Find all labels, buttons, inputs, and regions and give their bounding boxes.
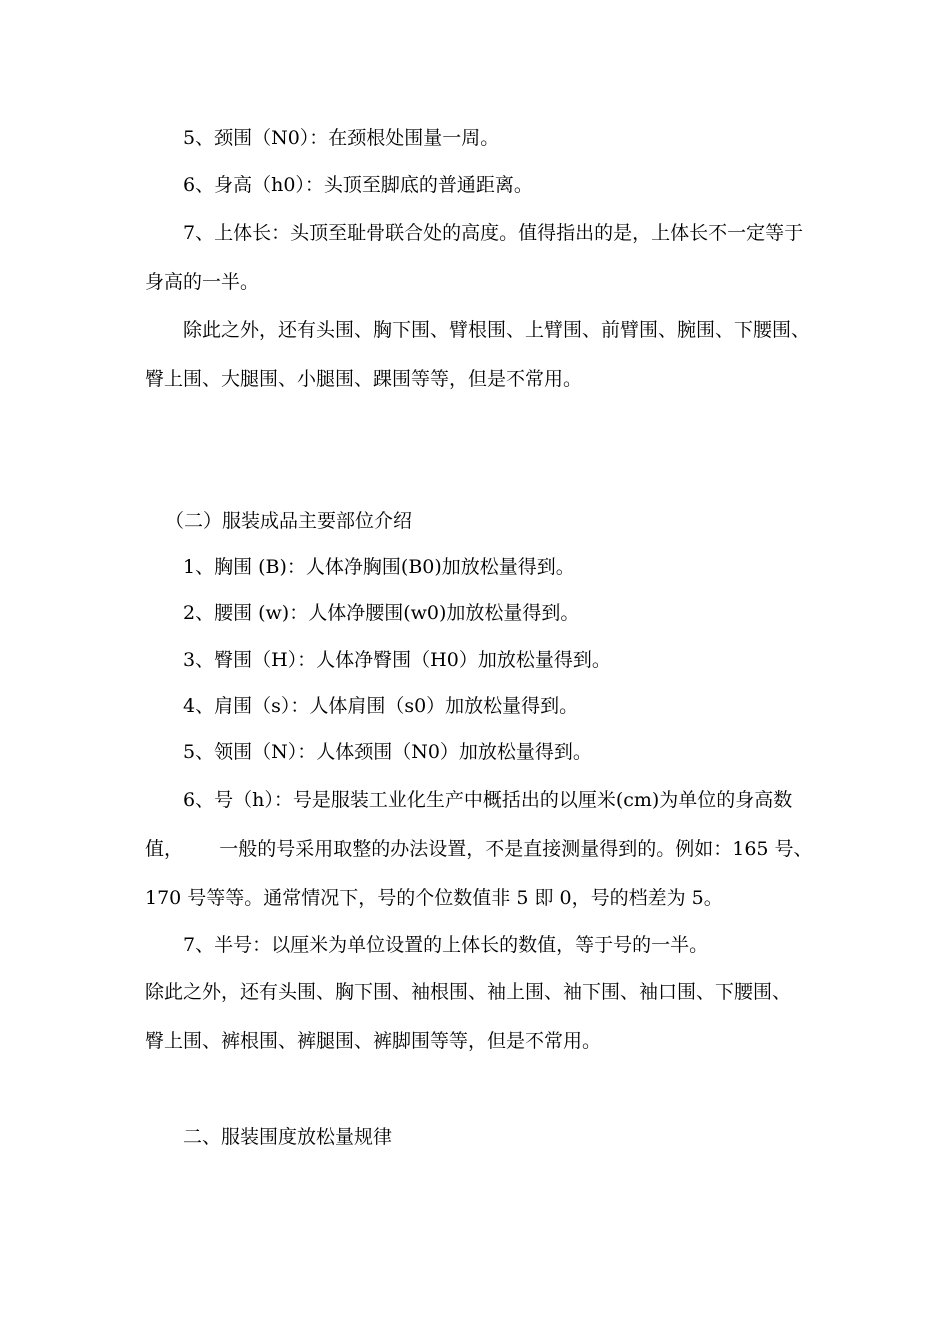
- garment-extra-parts-cont: 臀上围、裤根围、裤腿围、裤脚围等等，但是不常用。: [145, 1030, 602, 1052]
- size-number-item-cont2: 170 号等等。通常情况下，号的个位数值非 5 即 0，号的档差为 5。: [145, 887, 723, 909]
- body-extra-measurements-cont: 臀上围、大腿围、小腿围、踝围等等，但是不常用。: [145, 368, 583, 390]
- upper-body-length-item-cont: 身高的一半。: [145, 271, 260, 293]
- size-number-item-cont: 值， 一般的号采用取整的办法设置，不是直接测量得到的。例如：165 号、: [145, 838, 813, 860]
- neck-girth-item: 5、颈围（N0）：在颈根处围量一周。: [183, 127, 500, 149]
- size-number-item: 6、号（h）：号是服装工业化生产中概括出的以厘米(cm)为单位的身高数: [183, 789, 793, 811]
- half-size-item: 7、半号：以厘米为单位设置的上体长的数值，等于号的一半。: [183, 934, 709, 956]
- garment-parts-heading: （二）服装成品主要部位介绍: [165, 510, 413, 532]
- bust-item: 1、胸围 (B)：人体净胸围(B0)加放松量得到。: [183, 556, 575, 578]
- waist-item: 2、腰围 (w)：人体净腰围(w0)加放松量得到。: [183, 602, 580, 624]
- shoulder-item: 4、肩围（s）：人体肩围（s0）加放松量得到。: [183, 695, 579, 717]
- hip-item: 3、臀围（H）：人体净臀围（H0）加放松量得到。: [183, 649, 611, 671]
- ease-rules-heading: 二、服装围度放松量规律: [183, 1126, 393, 1148]
- collar-item: 5、领围（N）：人体颈围（N0）加放松量得到。: [183, 741, 592, 763]
- upper-body-length-item: 7、上体长：头顶至耻骨联合处的高度。值得指出的是，上体长不一定等于: [183, 222, 804, 244]
- height-item: 6、身高（h0）：头顶至脚底的普通距离。: [183, 174, 533, 196]
- body-extra-measurements: 除此之外，还有头围、胸下围、臂根围、上臂围、前臂围、腕围、下腰围、: [183, 319, 811, 341]
- garment-extra-parts: 除此之外，还有头围、胸下围、袖根围、袖上围、袖下围、袖口围、下腰围、: [145, 981, 792, 1003]
